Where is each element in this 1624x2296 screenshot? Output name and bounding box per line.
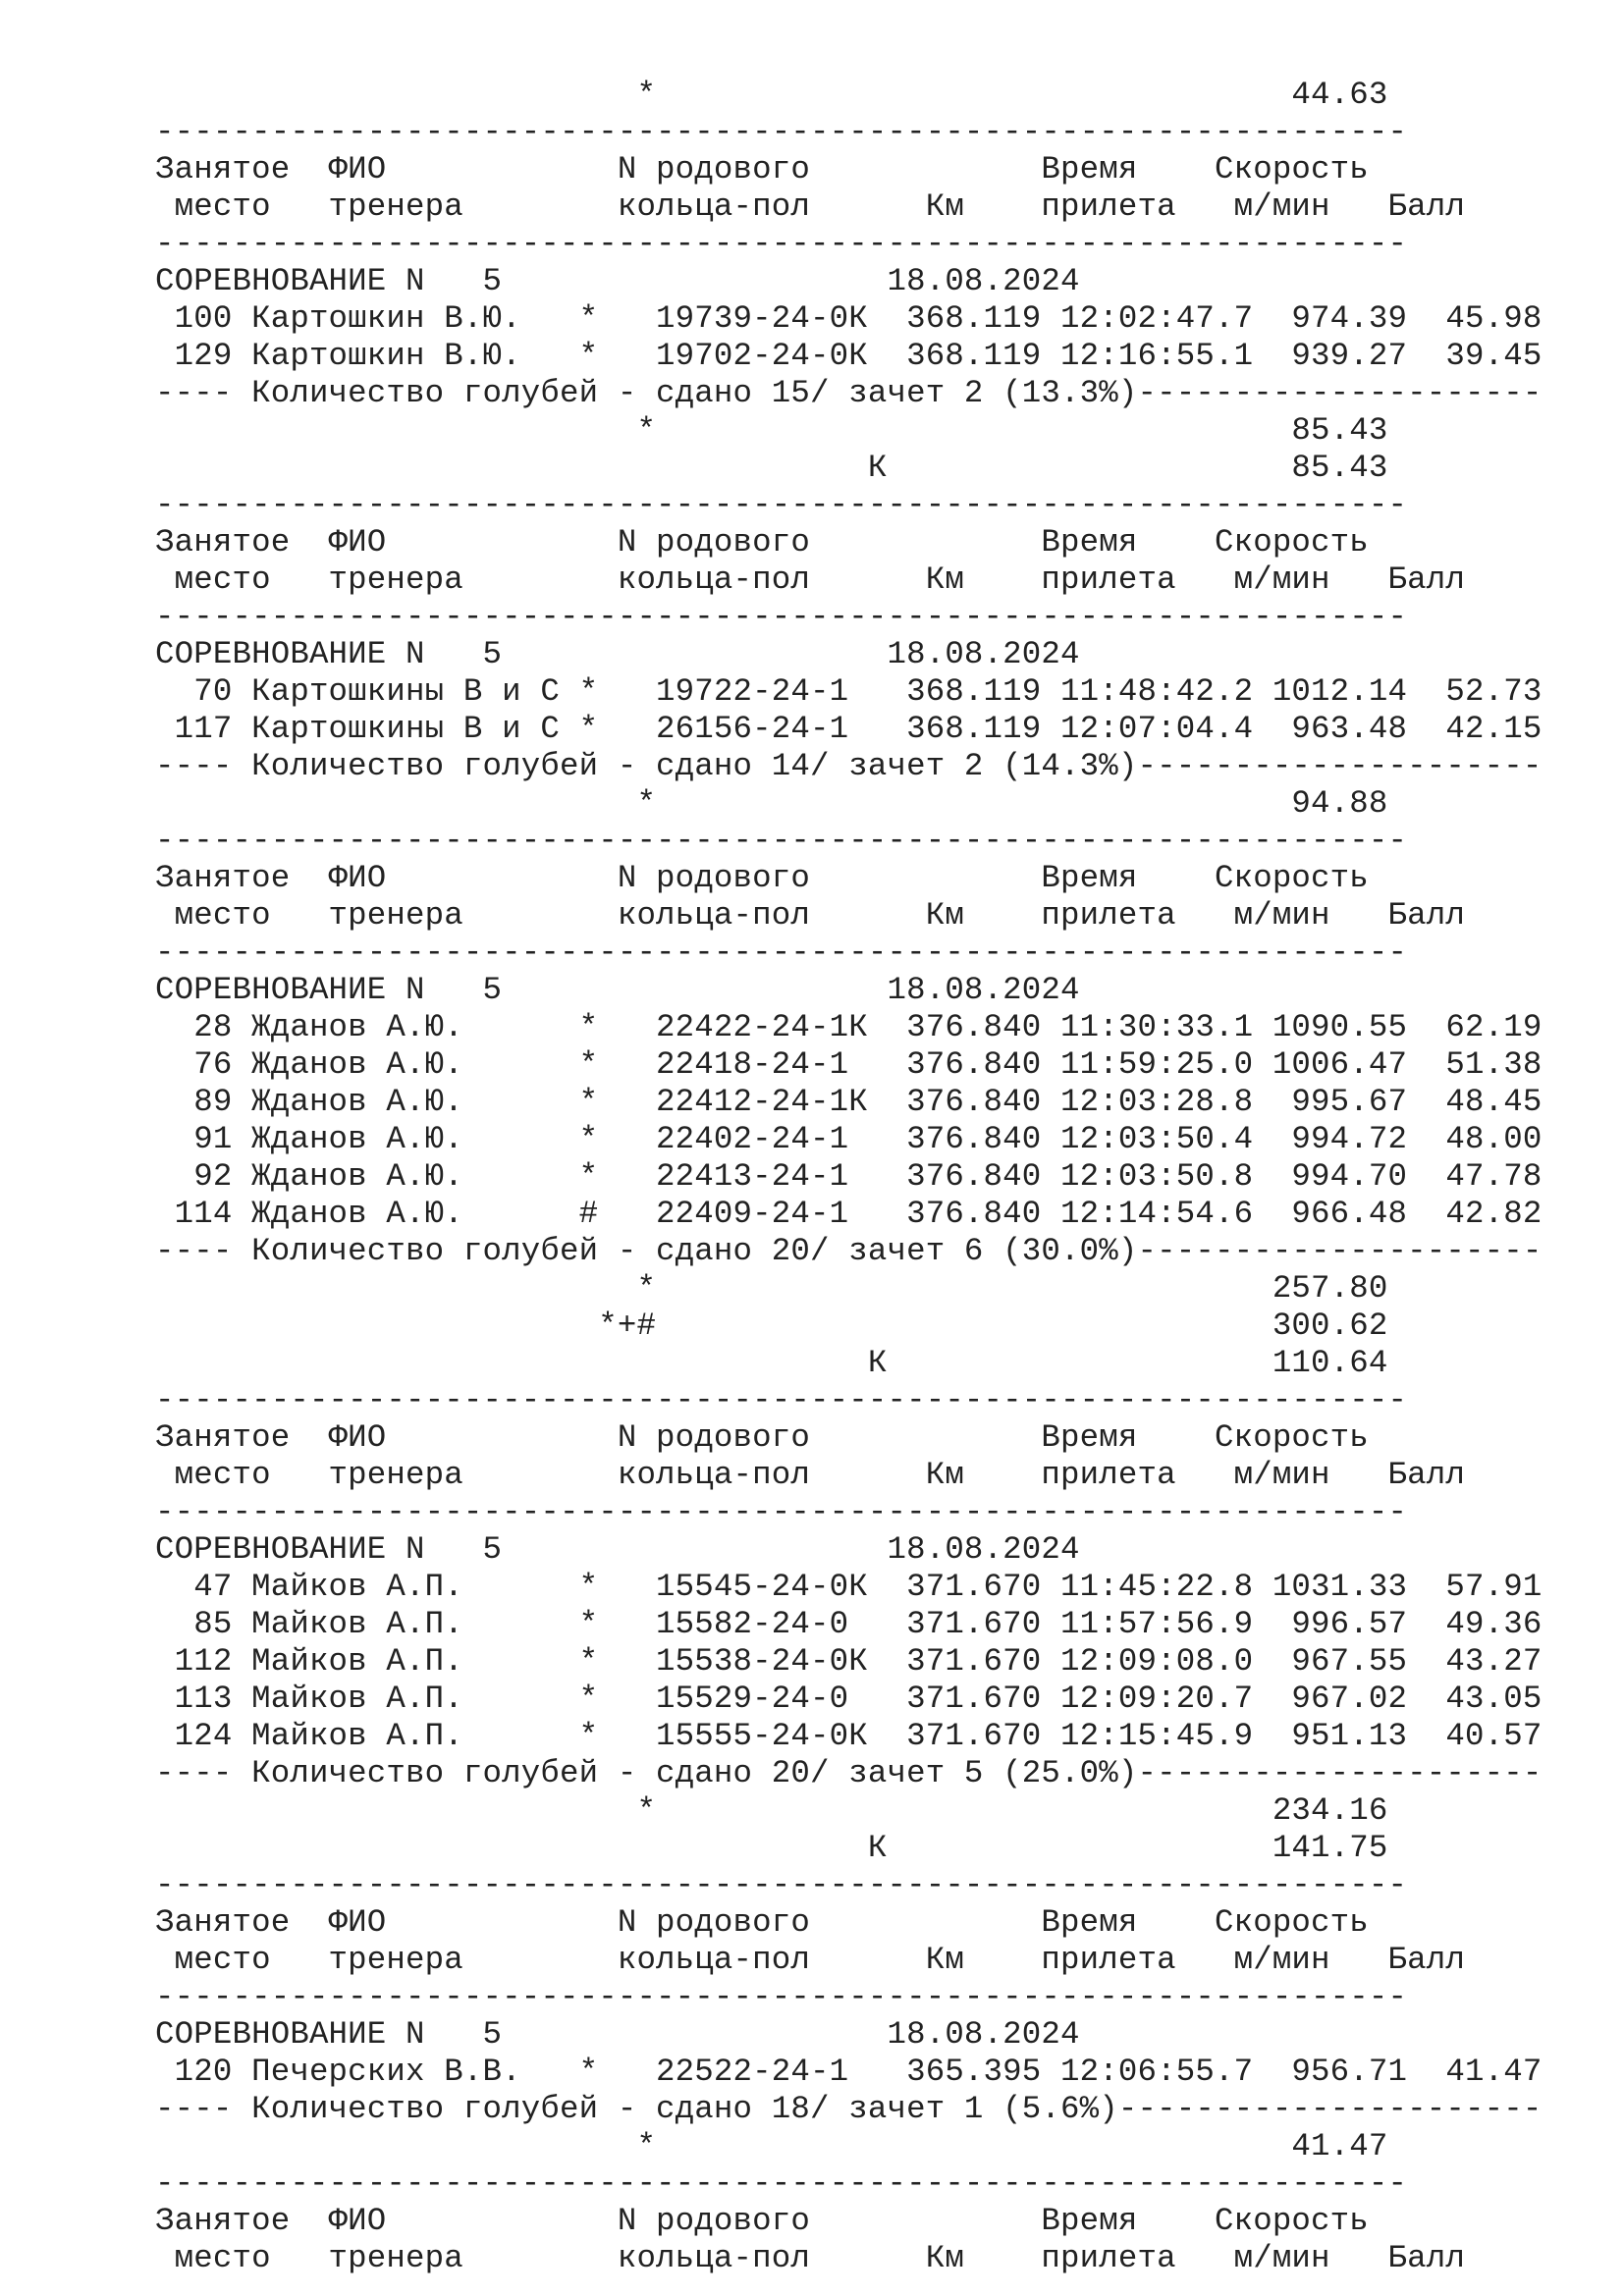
line-result-row: 120 Печерских В.В. * 22522-24-1 365.395 12:06:55.7 956.71 41.47 — [155, 2054, 1543, 2090]
line-count-summary: ---- Количество голубей - сдано 20/ зачет 6 (30.0%)--------------------- — [155, 1233, 1543, 1269]
line-result-row: 100 Картошкин В.Ю. * 19739-24-0К 368.119 12:02:47.7 974.39 45.98 — [155, 300, 1543, 337]
line-competition: СОРЕВНОВАНИЕ N 5 18.08.2024 — [155, 636, 1080, 672]
line-result-row: 129 Картошкин В.Ю. * 19702-24-0К 368.119 12:16:55.1 939.27 39.45 — [155, 338, 1543, 374]
line-result-row: 89 Жданов А.Ю. * 22412-24-1К 376.840 12:03:28.8 995.67 48.45 — [155, 1084, 1543, 1120]
line-total-star: * 41.47 — [155, 2128, 1388, 2164]
line-total-star: * 94.88 — [155, 785, 1388, 822]
line-separator: ----------------------------------------------------------------- — [155, 599, 1408, 635]
line-separator: ----------------------------------------------------------------- — [155, 1382, 1408, 1418]
line-header-1: Занятое ФИО N родового Время Скорость — [155, 1419, 1369, 1456]
line-separator: ----------------------------------------------------------------- — [155, 1979, 1408, 2015]
line-separator: ----------------------------------------------------------------- — [155, 823, 1408, 859]
line-separator: ----------------------------------------------------------------- — [155, 487, 1408, 523]
line-header-1: Занятое ФИО N родового Время Скорость — [155, 151, 1369, 187]
line-separator: ----------------------------------------------------------------- — [155, 1494, 1408, 1530]
line-separator: ----------------------------------------------------------------- — [155, 934, 1408, 971]
line-result-row: 85 Майков А.П. * 15582-24-0 371.670 11:57:56.9 996.57 49.36 — [155, 1606, 1543, 1642]
line-competition: СОРЕВНОВАНИЕ N 5 18.08.2024 — [155, 1531, 1080, 1568]
line-result-row: 113 Майков А.П. * 15529-24-0 371.670 12:09:20.7 967.02 43.05 — [155, 1681, 1543, 1717]
line-count-summary: ---- Количество голубей - сдано 15/ зачет 2 (13.3%)--------------------- — [155, 375, 1543, 411]
line-competition: СОРЕВНОВАНИЕ N 5 18.08.2024 — [155, 2016, 1080, 2053]
line-header-1: Занятое ФИО N родового Время Скорость — [155, 2203, 1369, 2239]
line-total-star: * 85.43 — [155, 412, 1388, 449]
line-separator: ----------------------------------------------------------------- — [155, 114, 1408, 150]
line-result-row: 70 Картошкины В и С * 19722-24-1 368.119 11:48:42.2 1012.14 52.73 — [155, 673, 1543, 710]
line-separator: ----------------------------------------------------------------- — [155, 2165, 1408, 2202]
line-count-summary: ---- Количество голубей - сдано 20/ зачет 5 (25.0%)--------------------- — [155, 1755, 1543, 1791]
line-header-1: Занятое ФИО N родового Время Скорость — [155, 860, 1369, 896]
line-header-2: место тренера кольца-пол Км прилета м/мин Балл — [155, 561, 1465, 598]
line-result-row: 114 Жданов А.Ю. # 22409-24-1 376.840 12:14:54.6 966.48 42.82 — [155, 1196, 1543, 1232]
line-separator: ----------------------------------------------------------------- — [155, 1867, 1408, 1903]
line-result-row: 124 Майков А.П. * 15555-24-0К 371.670 12:15:45.9 951.13 40.57 — [155, 1718, 1543, 1754]
line-header-1: Занятое ФИО N родового Время Скорость — [155, 1904, 1369, 1941]
line-total-star: * 257.80 — [155, 1270, 1388, 1307]
line-total-k: К 85.43 — [155, 450, 1388, 486]
line-total-k: К 110.64 — [155, 1345, 1388, 1381]
line-result-row: 112 Майков А.П. * 15538-24-0К 371.670 12:09:08.0 967.55 43.27 — [155, 1643, 1543, 1680]
line-header-1: Занятое ФИО N родового Время Скорость — [155, 524, 1369, 561]
line-total-k: К 141.75 — [155, 1830, 1388, 1866]
line-count-summary: ---- Количество голубей - сдано 18/ зачет 1 (5.6%)---------------------- — [155, 2091, 1543, 2127]
line-competition: СОРЕВНОВАНИЕ N 5 18.08.2024 — [155, 263, 1080, 299]
line-competition: СОРЕВНОВАНИЕ N 5 18.08.2024 — [155, 972, 1080, 1008]
line-result-row: 76 Жданов А.Ю. * 22418-24-1 376.840 11:59:25.0 1006.47 51.38 — [155, 1046, 1543, 1083]
line-total-star: * 234.16 — [155, 1792, 1388, 1829]
line-header-2: место тренера кольца-пол Км прилета м/мин Балл — [155, 2240, 1465, 2276]
results-printout — [155, 77, 1542, 2277]
line-result-row: 91 Жданов А.Ю. * 22402-24-1 376.840 12:03:50.4 994.72 48.00 — [155, 1121, 1543, 1157]
line-header-2: место тренера кольца-пол Км прилета м/мин Балл — [155, 897, 1465, 934]
line-result-row: 28 Жданов А.Ю. * 22422-24-1К 376.840 11:30:33.1 1090.55 62.19 — [155, 1009, 1543, 1045]
line-header-2: место тренера кольца-пол Км прилета м/мин Балл — [155, 1942, 1465, 1978]
line-result-row: 117 Картошкины В и С * 26156-24-1 368.119 12:07:04.4 963.48 42.15 — [155, 711, 1543, 747]
line-header-2: место тренера кольца-пол Км прилета м/мин Балл — [155, 188, 1465, 225]
line-total-star-plus-hash: *+# 300.62 — [155, 1308, 1388, 1344]
line-total-star: * 44.63 — [155, 77, 1388, 113]
line-result-row: 92 Жданов А.Ю. * 22413-24-1 376.840 12:03:50.8 994.70 47.78 — [155, 1158, 1543, 1195]
line-header-2: место тренера кольца-пол Км прилета м/мин Балл — [155, 1457, 1465, 1493]
line-result-row: 47 Майков А.П. * 15545-24-0К 371.670 11:45:22.8 1031.33 57.91 — [155, 1569, 1543, 1605]
line-separator: ----------------------------------------------------------------- — [155, 226, 1408, 262]
line-count-summary: ---- Количество голубей - сдано 14/ зачет 2 (14.3%)--------------------- — [155, 748, 1543, 784]
